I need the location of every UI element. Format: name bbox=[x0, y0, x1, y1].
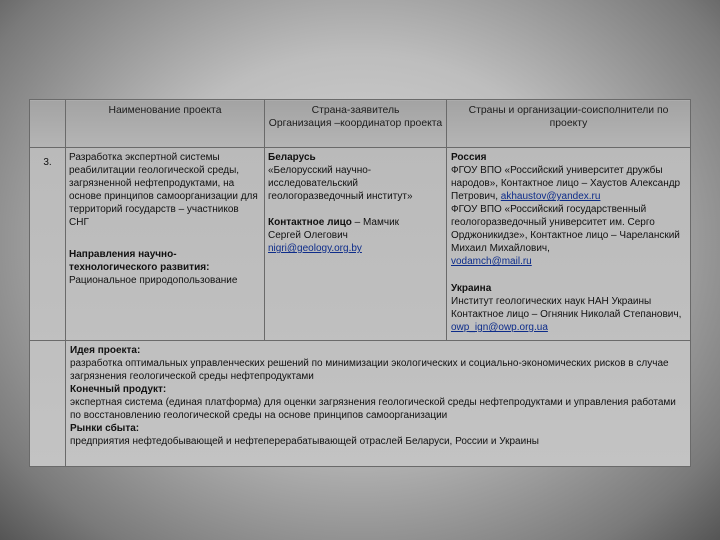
idea-row bbox=[30, 341, 691, 467]
header-partners: Страны и организации-соисполнители по проекту bbox=[447, 100, 691, 148]
direction-value: Рациональное природопользование bbox=[69, 275, 238, 286]
applicant-email-link[interactable]: nigri@geology.org.by bbox=[268, 243, 362, 254]
partners-cell bbox=[447, 148, 691, 341]
russia-email-1-link[interactable]: akhaustov@yandex.ru bbox=[500, 191, 601, 202]
ukraine-block bbox=[451, 282, 686, 334]
markets-label: Рынки сбыта: bbox=[70, 423, 140, 434]
table-row bbox=[30, 148, 691, 341]
russia-org-1-text: ФГОУ ВПО «Российский университет дружбы народов», Контактное лицо – Хаустов Александр Петрович, bbox=[451, 165, 681, 202]
applicant-organization: «Белорусский научно-исследовательский геологоразведочный институт» bbox=[268, 165, 413, 202]
idea-label: Идея проекта: bbox=[70, 345, 141, 356]
ukraine-country: Украина bbox=[451, 283, 492, 294]
header-project-name: Наименование проекта bbox=[66, 100, 265, 148]
idea-number-cell bbox=[30, 341, 66, 467]
russia-country: Россия bbox=[451, 152, 487, 163]
applicant-contact-dash: – Мамчик bbox=[351, 217, 400, 228]
russia-org-2 bbox=[451, 203, 686, 268]
header-applicant: Страна-заявитель Организация –координатор проекта bbox=[265, 100, 447, 148]
idea-cell bbox=[66, 341, 691, 467]
ukraine-org: Институт геологических наук НАН Украины bbox=[451, 296, 652, 307]
ukraine-contact-text: Контактное лицо – Огняник Николай Степанович, bbox=[451, 309, 682, 320]
idea-text: разработка оптимальных управленческих решений по минимизации экологических и социально-экономических рисков в случае загрязнения геологической среды нефтепродуктами bbox=[70, 358, 669, 382]
ukraine-contact bbox=[451, 308, 686, 334]
product-label: Конечный продукт: bbox=[70, 384, 167, 395]
applicant-cell bbox=[265, 148, 447, 341]
applicant-contact bbox=[268, 216, 443, 229]
applicant-contact-label: Контактное лицо bbox=[268, 217, 352, 228]
project-cell bbox=[66, 148, 265, 341]
direction-label: Направления научно-технологического развития: bbox=[69, 249, 210, 273]
header-number-cell bbox=[30, 100, 66, 148]
table-header-row bbox=[30, 100, 691, 148]
project-table bbox=[29, 99, 691, 467]
ukraine-email-link[interactable]: owp_ign@owp.org.ua bbox=[451, 322, 548, 333]
applicant-contact-name: Сергей Олегович bbox=[268, 230, 348, 241]
markets-text: предприятия нефтедобывающей и нефтеперерабатывающей отраслей Беларуси, России и Украины bbox=[70, 436, 539, 447]
product-text: экспертная система (единая платформа) для оценки загрязнения геологической среды нефтепродуктами и управления работами по восстановлению геологической среды на основе принципов самоорганизации bbox=[70, 397, 676, 421]
russia-org-2-text: ФГОУ ВПО «Российский государственный геологоразведочный университет им. Серго Орджоникидзе», Контактное лицо – Чареланский Михаил Михайлович, bbox=[451, 204, 680, 254]
russia-org-1 bbox=[451, 164, 686, 203]
russia-email-2-link[interactable]: vodamch@mail.ru bbox=[451, 256, 532, 267]
row-number: 3. bbox=[30, 148, 66, 341]
applicant-country: Беларусь bbox=[268, 152, 316, 163]
project-description: Разработка экспертной системы реабилитации геологической среды, загрязненной нефтепродуктами, на основе принципов самоорганизации для территорий государств – участников СНГ bbox=[69, 152, 258, 228]
